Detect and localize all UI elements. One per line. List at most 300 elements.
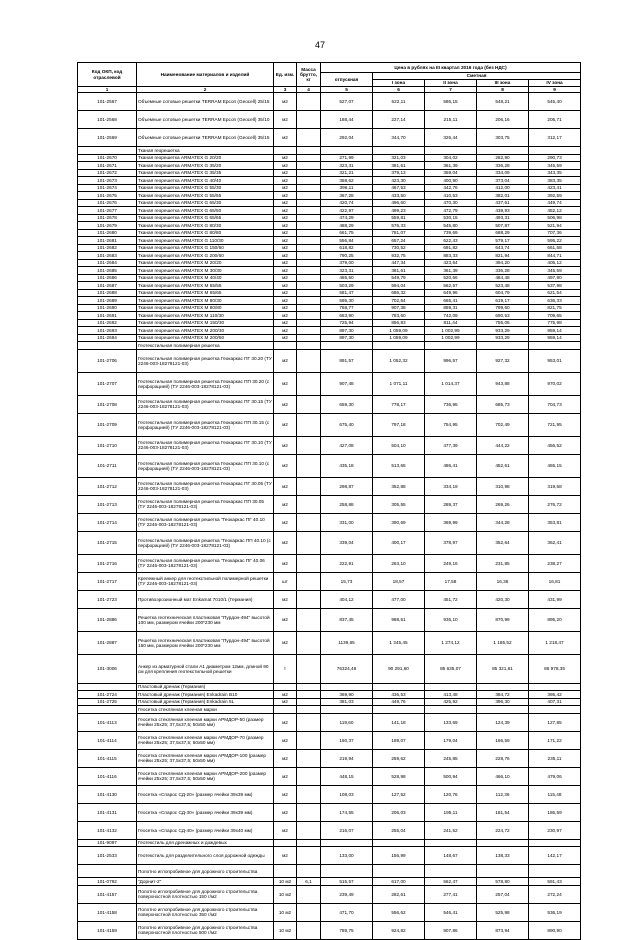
- row-price-zone4: 362,41: [529, 531, 581, 554]
- column-index: 6: [373, 87, 425, 93]
- row-unit: м2: [274, 749, 297, 767]
- row-mass: [297, 147, 321, 155]
- row-price-zone1: 352,88: [373, 477, 425, 495]
- row-price-zone1: 423,30: [373, 177, 425, 185]
- row-code: 101-2671: [78, 162, 137, 170]
- row-price-zone3: 523,48: [477, 282, 529, 290]
- table-row: [78, 267, 581, 275]
- row-price-zone3: [477, 839, 529, 847]
- row-price-release: 556,84: [321, 237, 373, 245]
- row-code: 101-2709: [78, 413, 137, 436]
- row-price-zone1: 499,23: [373, 207, 425, 215]
- table-row: [78, 785, 581, 803]
- row-code: 101-2682: [78, 244, 137, 252]
- row-price-zone2: 691,82: [425, 244, 477, 252]
- header-release: отпускная: [321, 73, 373, 87]
- row-code: 101-2533: [78, 847, 137, 865]
- row-code: 101-2672: [78, 169, 137, 177]
- row-unit: м2: [274, 531, 297, 554]
- price-table: [77, 62, 581, 940]
- row-code: 101-2886: [78, 608, 137, 631]
- row-price-zone4: 276,72: [529, 495, 581, 513]
- row-mass: [297, 454, 321, 477]
- row-code: 101-2706: [78, 349, 137, 372]
- row-price-zone3: 702,49: [477, 413, 529, 436]
- row-mass: [297, 282, 321, 290]
- table-row: [78, 749, 581, 767]
- row-price-release: 15,73: [321, 572, 373, 590]
- row-price-release: 367,28: [321, 192, 373, 200]
- row-price-zone1: 433,50: [373, 192, 425, 200]
- row-price-zone3: 943,88: [477, 372, 529, 395]
- row-price-zone4: 312,17: [529, 129, 581, 147]
- row-price-zone2: 289,37: [425, 495, 477, 513]
- row-price-release: [321, 839, 373, 847]
- row-unit: м2: [274, 199, 297, 207]
- table-row: [78, 162, 581, 170]
- row-name: Объемные сотовые решетки TERRAM Ерсоп (Geocell) 35/10: [137, 111, 274, 129]
- row-price-zone4: [529, 147, 581, 155]
- row-mass: [297, 495, 321, 513]
- row-price-zone4: 272,24: [529, 885, 581, 903]
- row-code: 101-9097: [78, 839, 137, 847]
- row-price-zone4: 16,81: [529, 572, 581, 590]
- header-code: Код ОКП, код отраслевой: [78, 63, 137, 87]
- row-price-zone1: 282,61: [373, 885, 425, 903]
- row-price-zone2: 472,79: [425, 207, 477, 215]
- row-mass: [297, 229, 321, 237]
- row-price-zone3: 124,39: [477, 713, 529, 731]
- row-price-zone4: 186,59: [529, 803, 581, 821]
- row-unit: м2: [274, 207, 297, 215]
- row-unit: м2: [274, 304, 297, 312]
- row-price-zone3: 396,30: [477, 698, 529, 706]
- row-name: Тканая георешетка ARMATEX M 80/80: [137, 304, 274, 312]
- header-estimate: Сметная: [373, 73, 581, 80]
- row-name: Геосетка стеклянная клееная марки АРМДОР-50 (размер ячейки 25х25; 37,5х37,5; 50х50 мм): [137, 713, 274, 731]
- row-price-zone3: 685,73: [477, 395, 529, 413]
- row-price-zone1: 856,83: [373, 319, 425, 327]
- row-price-zone3: 870,99: [477, 608, 529, 631]
- row-mass: [297, 267, 321, 275]
- row-price-zone1: 1 071,11: [373, 372, 425, 395]
- row-unit: м2: [274, 477, 297, 495]
- row-price-zone1: 556,62: [373, 903, 425, 921]
- row-price-zone3: 493,31: [477, 214, 529, 222]
- row-mass: [297, 731, 321, 749]
- row-unit: м2: [274, 282, 297, 290]
- row-price-zone3: 303,75: [477, 129, 529, 147]
- table-row: [78, 342, 581, 350]
- row-price-zone3: 412,00: [477, 184, 529, 192]
- row-mass: [297, 608, 321, 631]
- row-price-release: 160,37: [321, 731, 373, 749]
- row-name: Геосетка стеклянная клееная марки АРМДОР-100 (размер ячейки 25х25; 37,5х37,5; 50х50 мм): [137, 749, 274, 767]
- row-unit: м2: [274, 436, 297, 454]
- row-mass: [297, 244, 321, 252]
- row-price-zone2: 245,85: [425, 749, 477, 767]
- row-price-zone2: 936,10: [425, 608, 477, 631]
- row-price-zone2: 754,95: [425, 413, 477, 436]
- row-code: 101-4130: [78, 785, 137, 803]
- row-price-zone3: 352,64: [477, 531, 529, 554]
- row-code: 101-2887: [78, 631, 137, 654]
- row-mass: [297, 631, 321, 654]
- row-price-zone3: 112,36: [477, 785, 529, 803]
- row-unit: м2: [274, 413, 297, 436]
- row-mass: [297, 319, 321, 327]
- row-unit: м2: [274, 229, 297, 237]
- row-price-zone1: 344,70: [373, 129, 425, 147]
- row-unit: шт: [274, 572, 297, 590]
- row-unit: м2: [274, 372, 297, 395]
- row-price-release: 789,75: [321, 921, 373, 939]
- row-code: 101-2711: [78, 454, 137, 477]
- row-name: Геосетка «Спарос СД-20» (размер ячейки 39х39 мм): [137, 785, 274, 803]
- row-price-zone2: 996,57: [425, 349, 477, 372]
- row-unit: м2: [274, 274, 297, 282]
- column-index: 8: [477, 87, 529, 93]
- row-price-zone3: 437,61: [477, 199, 529, 207]
- row-price-zone2: 477,39: [425, 436, 477, 454]
- row-price-release: 420,74: [321, 199, 373, 207]
- table-row: [78, 865, 581, 878]
- row-price-zone2: 133,69: [425, 713, 477, 731]
- row-price-release: 897,30: [321, 327, 373, 335]
- row-price-zone1: [373, 865, 425, 878]
- row-price-release: 1139,65: [321, 631, 373, 654]
- table-row: [78, 767, 581, 785]
- row-price-zone2: 425,92: [425, 698, 477, 706]
- row-price-zone2: 500,94: [425, 767, 477, 785]
- row-price-zone1: [373, 147, 425, 155]
- row-price-zone4: 115,48: [529, 785, 581, 803]
- row-price-zone1: 379,13: [373, 169, 425, 177]
- table-row: [78, 878, 581, 886]
- row-price-zone3: 384,72: [477, 691, 529, 699]
- row-mass: [297, 169, 321, 177]
- row-price-zone2: 665,41: [425, 297, 477, 305]
- row-price-zone3: 466,10: [477, 767, 529, 785]
- row-unit: т: [274, 654, 297, 683]
- row-price-release: 663,90: [321, 312, 373, 320]
- row-name: Полотно иглопробивное для дорожного строительства поверхностной плотностью 500 г/м2: [137, 921, 274, 939]
- table-row: [78, 608, 581, 631]
- row-name: Пластовый дренаж (Германия) Enkadrain B10: [137, 691, 274, 699]
- table-row: [78, 147, 581, 155]
- row-price-zone3: 16,36: [477, 572, 529, 590]
- row-price-zone1: 781,07: [373, 229, 425, 237]
- row-price-release: 381,03: [321, 698, 373, 706]
- row-price-zone1: 1 059,09: [373, 334, 425, 342]
- row-price-release: 465,50: [321, 274, 373, 282]
- row-unit: м2: [274, 129, 297, 147]
- row-name: Тканая георешетка ARMATEX M 20/20: [137, 259, 274, 267]
- row-price-release: 76324,48: [321, 654, 373, 683]
- row-code: 101-4113: [78, 713, 137, 731]
- table-row: [78, 237, 581, 245]
- row-price-release: 891,57: [321, 349, 373, 372]
- row-code: 101-2694: [78, 334, 137, 342]
- row-price-zone1: 206,03: [373, 803, 425, 821]
- row-price-release: 768,77: [321, 304, 373, 312]
- row-price-zone4: 959,14: [529, 334, 581, 342]
- row-price-zone4: 661,58: [529, 244, 581, 252]
- row-price-zone4: 709,65: [529, 312, 581, 320]
- row-code: 101-2567: [78, 93, 137, 111]
- table-row: [78, 289, 581, 297]
- row-name: Тканая георешетка ARMATEX M 55/55: [137, 282, 274, 290]
- row-code: 101-2689: [78, 297, 137, 305]
- row-price-zone4: [529, 839, 581, 847]
- row-price-release: [321, 706, 373, 714]
- row-price-zone3: 334,09: [477, 169, 529, 177]
- row-mass: [297, 349, 321, 372]
- row-price-zone4: 890,90: [529, 921, 581, 939]
- row-price-zone2: 277,41: [425, 885, 477, 903]
- row-price-zone4: 205,71: [529, 111, 581, 129]
- row-price-zone2: 859,31: [425, 304, 477, 312]
- row-unit: м2: [274, 111, 297, 129]
- row-name: Крепежный анкер для геотекстильной полимерной решетки (ТУ 2246-003-18278121-03): [137, 572, 274, 590]
- table-row: [78, 184, 581, 192]
- row-price-release: 298,87: [321, 477, 373, 495]
- row-mass: [297, 865, 321, 878]
- row-code: 101-2670: [78, 154, 137, 162]
- table-row: [78, 297, 581, 305]
- row-price-release: 396,11: [321, 184, 373, 192]
- row-price-zone4: 821,75: [529, 304, 581, 312]
- row-name: Геотекстильная полимерная решетка "Геокаркас ПП 40.10 (с перфорацией) (ТУ 2246-003-18278121-03): [137, 531, 274, 554]
- row-price-zone3: 138,33: [477, 847, 529, 865]
- row-code: 101-2713: [78, 495, 137, 513]
- row-name: Противоэрозионный мат Enkamat 7010/1 (Германия): [137, 590, 274, 608]
- table-row: [78, 713, 581, 731]
- row-mass: 6,1: [297, 878, 321, 886]
- row-name: Тканая георешетка ARMATEX G 200/60: [137, 252, 274, 260]
- row-price-release: 618,82: [321, 244, 373, 252]
- row-code: 101-4115: [78, 749, 137, 767]
- row-price-zone2: 361,39: [425, 162, 477, 170]
- row-name: Объемные сотовые решетки TERRAM Ерсоп (Geocell) 35/15: [137, 129, 274, 147]
- row-unit: м2: [274, 289, 297, 297]
- row-mass: [297, 177, 321, 185]
- row-mass: [297, 767, 321, 785]
- row-mass: [297, 413, 321, 436]
- row-mass: [297, 327, 321, 335]
- row-price-zone1: 381,61: [373, 267, 425, 275]
- row-price-zone3: 166,59: [477, 731, 529, 749]
- row-price-zone1: [373, 839, 425, 847]
- row-price-zone1: 305,55: [373, 495, 425, 513]
- row-price-zone2: 334,19: [425, 477, 477, 495]
- row-price-zone4: 383,35: [529, 177, 581, 185]
- row-price-zone3: 525,98: [477, 903, 529, 921]
- row-price-zone4: 1 218,47: [529, 631, 581, 654]
- row-price-zone1: 189,07: [373, 731, 425, 749]
- row-price-zone2: 907,86: [425, 921, 477, 939]
- row-unit: м2: [274, 731, 297, 749]
- row-price-zone1: 400,17: [373, 531, 425, 554]
- row-price-zone2: 451,72: [425, 590, 477, 608]
- table-row: [78, 177, 581, 185]
- row-unit: м2: [274, 93, 297, 111]
- row-price-release: 581,47: [321, 289, 373, 297]
- row-price-zone1: 467,53: [373, 184, 425, 192]
- row-price-release: 271,99: [321, 154, 373, 162]
- row-code: 101-2678: [78, 214, 137, 222]
- row-price-zone2: 148,67: [425, 847, 477, 865]
- row-price-release: 321,21: [321, 169, 373, 177]
- row-price-zone3: 688,29: [477, 229, 529, 237]
- column-index: 1: [78, 87, 137, 93]
- row-name: Тканая георешетка: [137, 147, 274, 155]
- row-unit: м2: [274, 349, 297, 372]
- row-code: 101-2684: [78, 259, 137, 267]
- row-price-zone4: 449,74: [529, 199, 581, 207]
- row-price-release: 474,29: [321, 214, 373, 222]
- row-price-zone1: 18,57: [373, 572, 425, 590]
- row-unit: м2: [274, 631, 297, 654]
- row-name: Геотекстильная полимерная решетка Геокаркас ПГ 30.20 (ТУ 2246-003-18278121-03): [137, 349, 274, 372]
- row-unit: м2: [274, 267, 297, 275]
- row-code: 101-2568: [78, 111, 137, 129]
- row-price-zone3: 382,01: [477, 192, 529, 200]
- row-code: 101-2681: [78, 237, 137, 245]
- row-price-zone4: 521,94: [529, 222, 581, 230]
- row-price-zone1: 528,98: [373, 767, 425, 785]
- column-index: 9: [529, 87, 581, 93]
- table-row: [78, 154, 581, 162]
- row-name: Геотекстильная полимерная решетка Геокаркас ПГ 30.05 (ТУ 2246-003-18278121-03): [137, 477, 274, 495]
- row-mass: [297, 207, 321, 215]
- row-price-zone3: 484,48: [477, 274, 529, 282]
- table-row: [78, 683, 581, 691]
- table-row: [78, 803, 581, 821]
- row-name: Тканая георешетка ARMATEX M 30/30: [137, 267, 274, 275]
- row-name: Пластовый дренаж (Германия): [137, 683, 274, 691]
- row-unit: м2: [274, 184, 297, 192]
- row-mass: [297, 531, 321, 554]
- row-unit: м2: [274, 554, 297, 572]
- row-price-release: 422,97: [321, 207, 373, 215]
- row-code: 101-2707: [78, 372, 137, 395]
- row-price-zone2: 1 274,12: [425, 631, 477, 654]
- row-price-zone4: 506,98: [529, 214, 581, 222]
- row-price-zone3: 690,53: [477, 312, 529, 320]
- row-price-zone1: 1 059,09: [373, 327, 425, 335]
- row-unit: м2: [274, 244, 297, 252]
- row-price-zone4: 844,71: [529, 252, 581, 260]
- row-mass: [297, 395, 321, 413]
- row-price-zone4: 707,36: [529, 229, 581, 237]
- row-unit: м2: [274, 767, 297, 785]
- row-mass: [297, 654, 321, 683]
- table-row: [78, 691, 581, 699]
- row-price-zone1: [373, 342, 425, 350]
- row-price-release: 222,91: [321, 554, 373, 572]
- row-price-zone1: 381,61: [373, 162, 425, 170]
- row-code: 101-2683: [78, 252, 137, 260]
- row-price-zone1: 255,04: [373, 821, 425, 839]
- row-mass: [297, 513, 321, 531]
- row-price-zone3: 231,85: [477, 554, 529, 572]
- header-zone2: II зона: [425, 80, 477, 87]
- row-price-zone4: 636,33: [529, 297, 581, 305]
- row-name: Геотекстильная полимерная решетка Геокаркас ПП 30.05 (ТУ 2246-003-18278121-03): [137, 495, 274, 513]
- table-row: [78, 334, 581, 342]
- row-price-zone3: 933,29: [477, 334, 529, 342]
- table-row: [78, 554, 581, 572]
- row-code: [78, 865, 137, 878]
- row-name: Тканая георешетка ARMATEX G 80/80: [137, 229, 274, 237]
- row-mass: [297, 903, 321, 921]
- row-price-zone2: 1 002,99: [425, 327, 477, 335]
- row-price-release: 216,07: [321, 821, 373, 839]
- row-code: 101-2714: [78, 513, 137, 531]
- row-mass: [297, 334, 321, 342]
- table-row: [78, 454, 581, 477]
- row-price-zone1: 263,10: [373, 554, 425, 572]
- row-price-zone1: 988,51: [373, 608, 425, 631]
- row-price-zone3: 282,90: [477, 154, 529, 162]
- row-price-zone3: 336,28: [477, 162, 529, 170]
- row-price-release: 323,31: [321, 162, 373, 170]
- row-price-zone3: 373,04: [477, 177, 529, 185]
- row-mass: [297, 342, 321, 350]
- row-price-zone3: 452,61: [477, 454, 529, 477]
- row-price-release: 239,49: [321, 885, 373, 903]
- row-price-zone2: 378,97: [425, 531, 477, 554]
- row-name: Геотекстильная полимерная решетка: [137, 342, 274, 350]
- row-price-zone2: 883,33: [425, 252, 477, 260]
- row-mass: [297, 372, 321, 395]
- row-price-zone1: 141,18: [373, 713, 425, 731]
- row-price-zone2: 241,52: [425, 821, 477, 839]
- row-code: [78, 342, 137, 350]
- row-price-zone4: 721,95: [529, 413, 581, 436]
- row-unit: м2: [274, 691, 297, 699]
- row-code: 101-2716: [78, 554, 137, 572]
- row-price-release: 435,18: [321, 454, 373, 477]
- column-index: 3: [274, 87, 297, 93]
- row-mass: [297, 713, 321, 731]
- row-price-zone2: 562,57: [425, 282, 477, 290]
- row-unit: [274, 683, 297, 691]
- row-price-zone1: 513,65: [373, 454, 425, 477]
- row-mass: [297, 821, 321, 839]
- row-price-release: 448,15: [321, 767, 373, 785]
- row-price-zone2: 562,47: [425, 878, 477, 886]
- row-price-release: 292,04: [321, 129, 373, 147]
- table-row: [78, 590, 581, 608]
- row-code: 101-0792: [78, 878, 137, 886]
- row-name: Тканая георешетка ARMATEX G 40/40: [137, 177, 274, 185]
- row-mass: [297, 304, 321, 312]
- row-name: Анкер из арматурной стали А1 диаметром 12мм, длиной 90 см для крепления геотекстильной решетки: [137, 654, 274, 683]
- row-price-zone3: 224,72: [477, 821, 529, 839]
- row-unit: м2: [274, 713, 297, 731]
- row-name: Тканая георешетка ARMATEX G 80/30: [137, 222, 274, 230]
- row-price-release: 108,03: [321, 785, 373, 803]
- row-unit: м2: [274, 803, 297, 821]
- row-price-release: 258,88: [321, 495, 373, 513]
- row-price-zone2: [425, 683, 477, 691]
- page-number: 47: [314, 40, 325, 50]
- row-unit: м2: [274, 327, 297, 335]
- row-price-release: 331,00: [321, 513, 373, 531]
- row-price-release: 659,30: [321, 395, 373, 413]
